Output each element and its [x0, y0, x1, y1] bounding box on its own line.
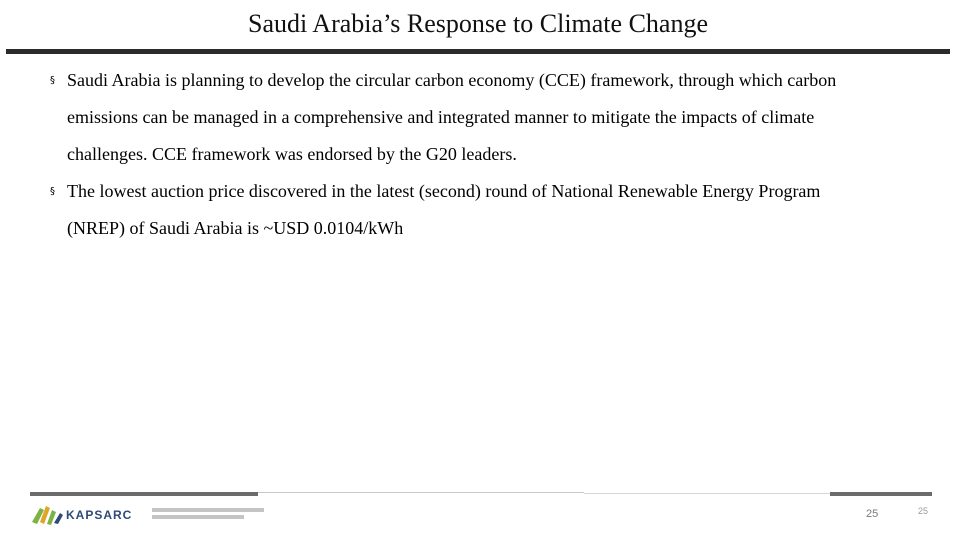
page-number-corner: 25	[918, 506, 929, 516]
bullet-line: Saudi Arabia is planning to develop the circular carbon economy (CCE) framework, through which carbon	[67, 70, 837, 90]
title-divider	[6, 49, 950, 54]
bullet-line: The lowest auction price discovered in the latest (second) round of National Renewable Energy Program	[67, 181, 821, 201]
bullet-line: (NREP) of Saudi Arabia is ~USD 0.0104/kWh	[67, 218, 404, 238]
footer-divider	[584, 493, 830, 494]
logo-tagline	[152, 505, 264, 527]
kapsarc-logo-icon	[30, 502, 66, 528]
page-number: 25	[866, 508, 879, 520]
kapsarc-logo	[30, 502, 270, 530]
bullet-line: emissions can be managed in a comprehensive and integrated manner to mitigate the impacts of climate	[67, 107, 815, 127]
bullet-item	[50, 62, 930, 173]
bullet-marker-icon: §	[50, 186, 55, 197]
bullet-list	[50, 62, 930, 247]
bullet-marker-icon: §	[50, 75, 55, 86]
bullet-item	[50, 173, 930, 247]
bullet-line: challenges. CCE framework was endorsed by the G20 leaders.	[67, 144, 517, 164]
footer-bar-left	[30, 492, 258, 496]
logo-wordmark: KAPSARC	[66, 508, 133, 522]
slide-title: Saudi Arabia’s Response to Climate Change	[248, 9, 708, 38]
footer-divider	[258, 492, 584, 493]
footer-bar-right	[830, 492, 932, 496]
